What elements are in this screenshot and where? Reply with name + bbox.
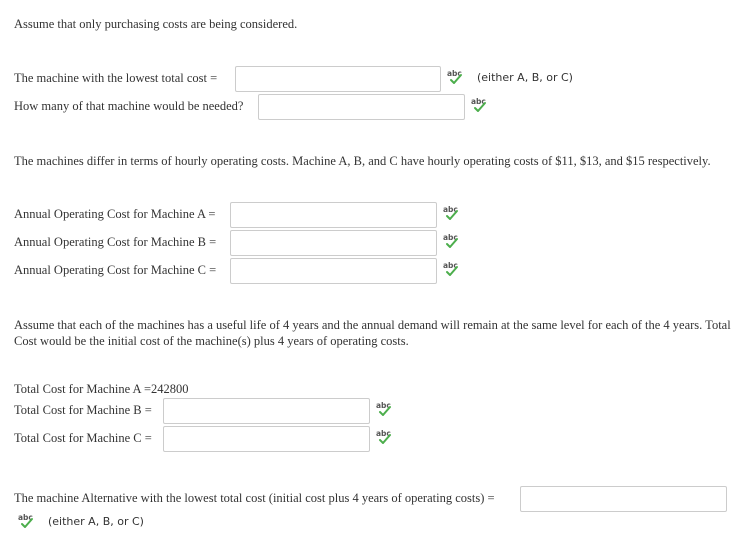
- spellcheck-icon[interactable]: [375, 429, 393, 445]
- total-cost-c-input[interactable]: [163, 426, 370, 452]
- annual-cost-c-input[interactable]: [230, 258, 437, 284]
- total-cost-c-label: Total Cost for Machine C =: [14, 431, 152, 445]
- lowest-cost-machine-input[interactable]: [235, 66, 441, 92]
- lowest-cost-machine-label: The machine with the lowest total cost =: [14, 71, 218, 85]
- svg-text:abc: abc: [471, 97, 486, 106]
- final-alternative-hint: (either A, B, or C): [48, 515, 144, 528]
- intro-text: Assume that only purchasing costs are being considered.: [14, 17, 298, 31]
- svg-text:abc: abc: [18, 513, 33, 522]
- spellcheck-icon[interactable]: [442, 205, 460, 221]
- annual-cost-a-label: Annual Operating Cost for Machine A =: [14, 207, 216, 221]
- spellcheck-icon[interactable]: [375, 401, 393, 417]
- svg-text:abc: abc: [447, 69, 462, 78]
- operating-cost-intro: The machines differ in terms of hourly operating costs. Machine A, B, and C have hourly operating costs of $11, $13, and $15 respectively.: [14, 154, 711, 168]
- annual-cost-a-input[interactable]: [230, 202, 437, 228]
- spellcheck-icon[interactable]: [17, 513, 35, 529]
- machine-count-input[interactable]: [258, 94, 465, 120]
- annual-cost-b-label: Annual Operating Cost for Machine B =: [14, 235, 217, 249]
- svg-text:abc: abc: [443, 261, 458, 270]
- svg-text:abc: abc: [376, 429, 391, 438]
- final-alternative-input[interactable]: [520, 486, 727, 512]
- svg-text:abc: abc: [443, 205, 458, 214]
- total-cost-b-label: Total Cost for Machine B =: [14, 403, 152, 417]
- spellcheck-icon[interactable]: [442, 261, 460, 277]
- svg-text:abc: abc: [376, 401, 391, 410]
- machine-count-label: How many of that machine would be needed?: [14, 99, 244, 113]
- lowest-cost-machine-hint: (either A, B, or C): [477, 71, 573, 84]
- svg-text:abc: abc: [443, 233, 458, 242]
- spellcheck-icon[interactable]: [442, 233, 460, 249]
- spellcheck-icon[interactable]: [470, 97, 488, 113]
- total-cost-b-input[interactable]: [163, 398, 370, 424]
- annual-cost-c-label: Annual Operating Cost for Machine C =: [14, 263, 217, 277]
- annual-cost-b-input[interactable]: [230, 230, 437, 256]
- final-alternative-label: The machine Alternative with the lowest total cost (initial cost plus 4 years of operating costs) =: [14, 491, 495, 505]
- spellcheck-icon[interactable]: [446, 69, 464, 85]
- useful-life-intro: Assume that each of the machines has a useful life of 4 years and the annual demand will remain at the same level for each of the 4 years. Total Cost would be the initial cost of the machine(s) plus 4 years of operating costs.: [14, 318, 731, 348]
- total-cost-a-text: Total Cost for Machine A =242800: [14, 382, 189, 396]
